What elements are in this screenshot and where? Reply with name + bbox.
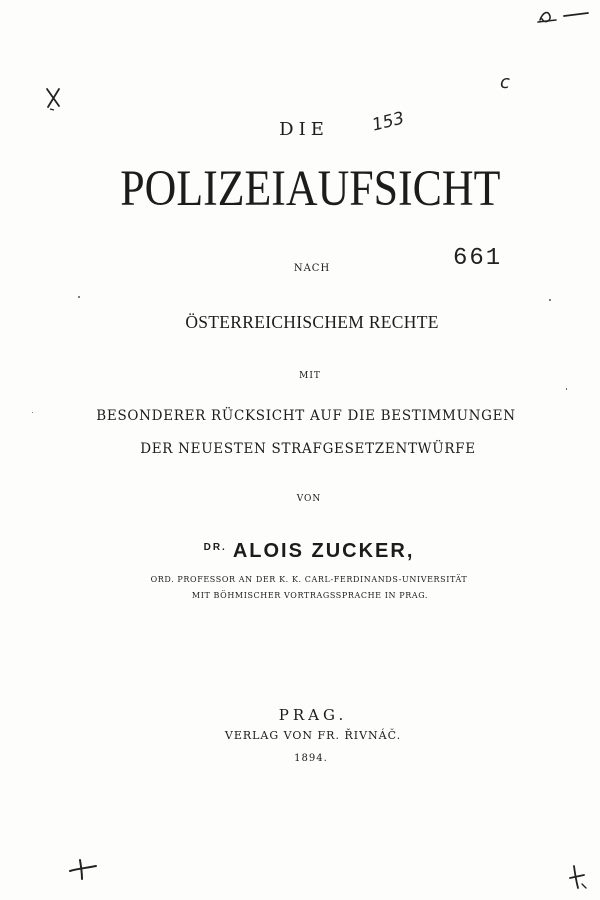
shelf-number: 661 xyxy=(453,245,503,272)
publisher: VERLAG VON FR. ŘIVNÁČ. xyxy=(224,729,402,742)
title-connector-nach: NACH xyxy=(293,263,331,274)
scan-speck xyxy=(549,299,551,301)
publication-city: PRAG. xyxy=(278,706,348,724)
scan-speck xyxy=(566,388,567,390)
affiliation-line-2: MIT BÖHMISCHER VORTRAGSSPRACHE IN PRAG. xyxy=(191,591,429,600)
affiliation-line-1: ORD. PROFESSOR AN DER K. K. CARL-FERDINANDS-UNIVERSITÄT xyxy=(150,575,468,584)
book-subtitle: ÖSTERREICHISCHEM RECHTE xyxy=(185,312,439,332)
pencil-mark-top-right xyxy=(536,4,592,28)
cross-mark-top-left xyxy=(44,86,64,112)
title-article: DIE xyxy=(279,119,329,140)
handwritten-number: 153 xyxy=(370,108,407,136)
author-prefix: DR. xyxy=(203,542,227,553)
scan-speck xyxy=(32,412,33,413)
title-connector-mit: MIT xyxy=(299,371,321,381)
description-line-2: DER NEUESTEN STRAFGESETZENTWÜRFE xyxy=(140,441,476,457)
publication-year: 1894. xyxy=(294,753,328,764)
title-connector-von: VON xyxy=(296,494,322,504)
plus-mark-bottom-left xyxy=(66,856,100,882)
scan-speck xyxy=(78,296,80,298)
description-line-1: BESONDERER RÜCKSICHT AUF DIE BESTIMMUNGEN xyxy=(96,408,516,424)
author-name: ALOIS ZUCKER, xyxy=(232,540,415,562)
plus-mark-bottom-right xyxy=(566,862,594,892)
handwritten-letter: c xyxy=(500,72,510,93)
author-line xyxy=(0,540,600,563)
book-title: POLIZEIAUFSICHT xyxy=(120,161,501,217)
